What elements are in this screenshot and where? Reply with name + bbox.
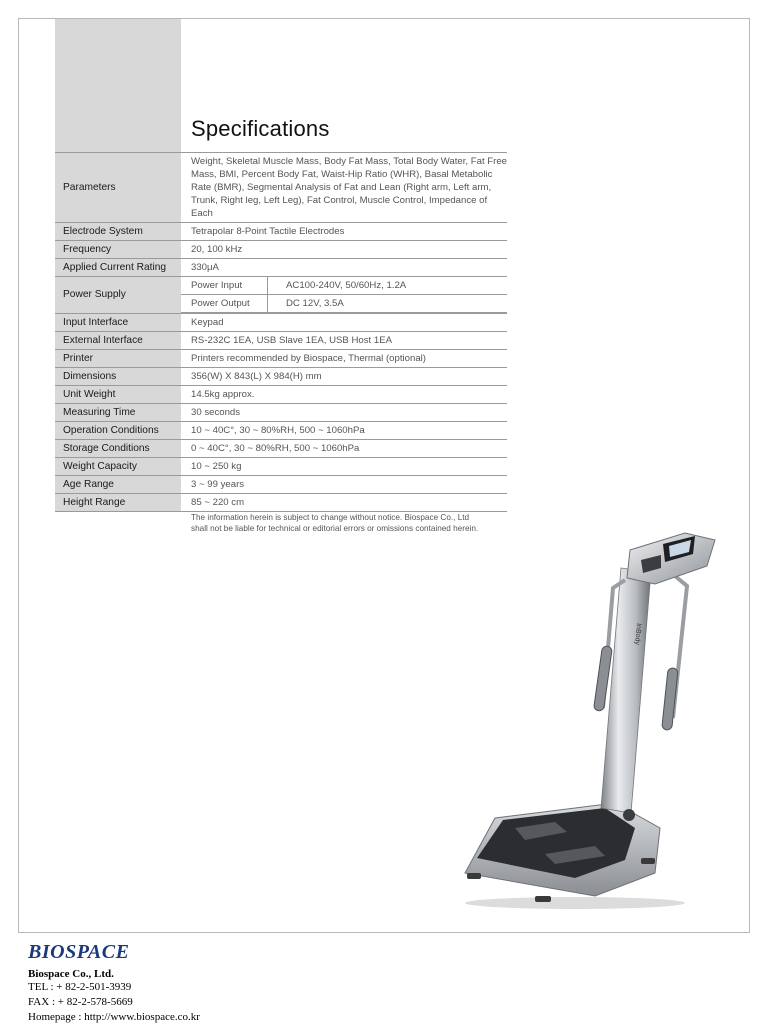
base-foot — [535, 896, 551, 902]
power-output-label: Power Output — [181, 295, 268, 313]
table-row — [55, 332, 507, 350]
power-supply-subtable — [181, 277, 507, 313]
spec-value: 3 ~ 99 years — [181, 476, 507, 494]
disclaimer-line: shall not be liable for technical or editorial errors or omissions contained herein. — [191, 523, 479, 533]
table-row — [55, 241, 507, 259]
company-name: Biospace Co., Ltd. — [28, 968, 114, 980]
spec-label: Frequency — [55, 241, 181, 259]
spec-value-subtable — [181, 277, 507, 314]
spec-label: Height Range — [55, 494, 181, 512]
spec-label: Electrode System — [55, 223, 181, 241]
table-row — [55, 277, 507, 314]
page-title: Specifications — [191, 116, 330, 141]
device-brand-label: InBody — [633, 622, 642, 646]
disclaimer-line: The information herein is subject to change without notice. Biospace Co., Ltd — [191, 513, 470, 522]
spec-value-line: Rate (BMR), Segmental Analysis of Fat and Lean (Right arm, Left arm, — [191, 182, 492, 193]
table-row — [55, 153, 507, 223]
spec-value: Tetrapolar 8-Point Tactile Electrodes — [181, 223, 507, 241]
table-row — [55, 476, 507, 494]
spec-label: Weight Capacity — [55, 458, 181, 476]
power-input-label: Power Input — [181, 277, 268, 295]
spec-value: 356(W) X 843(L) X 984(H) mm — [181, 368, 507, 386]
spec-label: Input Interface — [55, 314, 181, 332]
power-output-value: DC 12V, 3.5A — [268, 295, 508, 313]
spec-value — [181, 153, 507, 223]
spec-label: Operation Conditions — [55, 422, 181, 440]
spec-label: Applied Current Rating — [55, 259, 181, 277]
spec-value: Keypad — [181, 314, 507, 332]
spec-label: Printer — [55, 350, 181, 368]
spec-label: Parameters — [55, 153, 181, 223]
power-input-value: AC100-240V, 50/60Hz, 1.2A — [286, 279, 407, 291]
specifications-table — [55, 152, 507, 512]
base-shadow — [465, 897, 685, 909]
table-row — [55, 259, 507, 277]
spec-label: Power Supply — [55, 277, 181, 314]
spec-label: Storage Conditions — [55, 440, 181, 458]
spec-label: Age Range — [55, 476, 181, 494]
table-row — [55, 368, 507, 386]
spec-value: 330μA — [181, 259, 507, 277]
device-pole — [601, 568, 651, 813]
spec-value-line: Weight, Skeletal Muscle Mass, Body Fat Mass, Total Body Water, Fat Free — [191, 156, 508, 167]
table-row — [55, 386, 507, 404]
header-band — [55, 19, 181, 152]
spec-label: Dimensions — [55, 368, 181, 386]
spec-label: Measuring Time — [55, 404, 181, 422]
table-row — [55, 494, 507, 512]
table-row — [55, 422, 507, 440]
spec-value: 20, 100 kHz — [181, 241, 507, 259]
spec-value: 85 ~ 220 cm — [181, 494, 507, 512]
base-foot — [641, 858, 655, 864]
table-row — [55, 350, 507, 368]
spec-value: 10 ~ 40C°, 30 ~ 80%RH, 500 ~ 1060hPa — [181, 422, 507, 440]
phone-number: TEL : + 82-2-501-3939 — [28, 981, 132, 993]
footer — [28, 940, 200, 1025]
table-row — [55, 458, 507, 476]
spec-value: RS-232C 1EA, USB Slave 1EA, USB Host 1EA — [181, 332, 507, 350]
table-row — [55, 314, 507, 332]
spec-label: External Interface — [55, 332, 181, 350]
spec-value-line: Trunk, Right leg, Left Leg), Fat Control, Muscle Control, Impedance of Each — [191, 195, 488, 219]
spec-value-line: Mass, BMI, Percent Body Fat, Waist-Hip Ratio (WHR), Basal Metabolic — [191, 169, 493, 180]
homepage-link[interactable]: Homepage : http://www.biospace.co.kr — [28, 1011, 200, 1023]
table-row — [55, 440, 507, 458]
base-foot — [467, 873, 481, 879]
spec-label: Unit Weight — [55, 386, 181, 404]
svg-text:BIOSPACE: BIOSPACE — [28, 941, 130, 962]
pole-joint — [623, 809, 635, 821]
fax-number: FAX : + 82-2-578-5669 — [28, 996, 133, 1008]
biospace-logo — [28, 940, 136, 962]
spec-value: 10 ~ 250 kg — [181, 458, 507, 476]
spec-value: 14.5kg approx. — [181, 386, 507, 404]
spec-value: 30 seconds — [181, 404, 507, 422]
spec-value: Printers recommended by Biospace, Thermal (optional) — [181, 350, 507, 368]
spec-value: 0 ~ 40C°, 30 ~ 80%RH, 500 ~ 1060hPa — [181, 440, 507, 458]
table-row — [55, 223, 507, 241]
body-composition-analyzer-image — [455, 528, 725, 913]
table-row — [55, 404, 507, 422]
